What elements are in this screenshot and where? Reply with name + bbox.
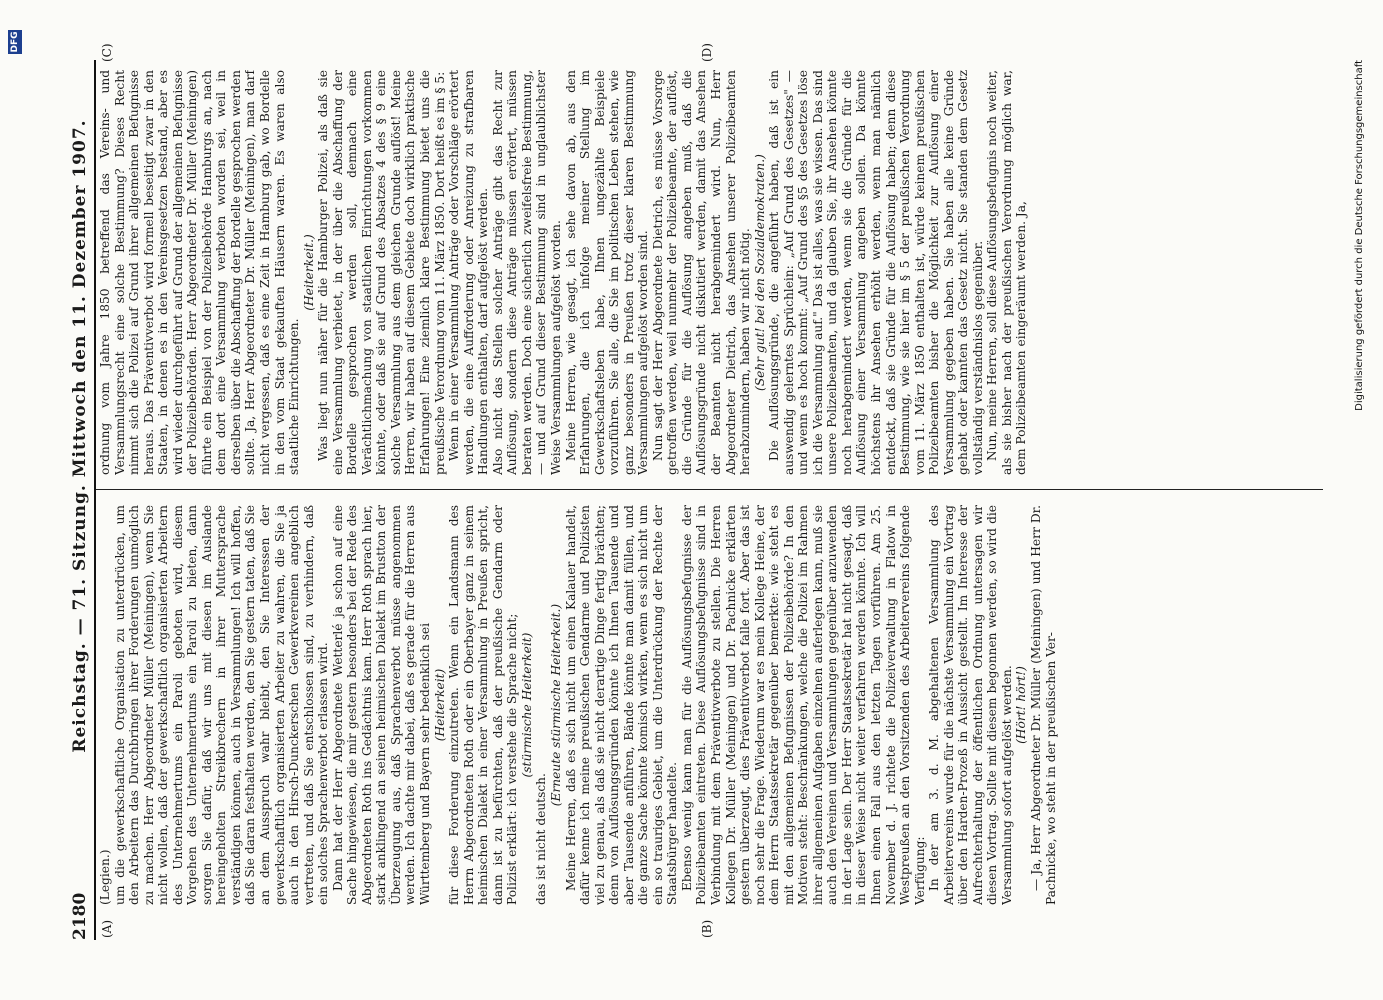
digitization-credit [1354,60,1365,940]
interjection: (Erneute stürmische Heiterkeit.) [548,603,563,807]
paragraph: Meine Herren, wie gesagt, ich sehe davon ab, aus den Erfahrungen, die ich infolge meiner Stellung im Gewerkschaftsleben habe, Ihnen ungezählte Beispiele vorzuführen. Sie alle, die Sie im politischen Leben stehen, wie ganz besonders in Preußen trotz dieser klaren Bestimmung Versammlungen aufgelöst worden sind. [563,70,651,475]
paragraph: ordnung vom Jahre 1850 betreffend das Vereins- und Versammlungsrecht eine solche Bestimmung? Dieses Recht nimmt sich die Polizei auf Grund ihrer allgemeinen Befugnisse heraus. Das Präventivverbot wird formell beseitigt zwar in den Staaten, in denen es in den Vereinsgesetzen bestand, aber es wird wieder durchgeführt auf Grund der allgemeinen Befugnisse der Polizeibehörden. Herr Abgeordneter Dr. Müller (Meiningen) führte ein Beispiel von der Polizeibehörde Hamburgs an, nach dem dort eine Versammlung verboten worden sei, weil in derselben über die Abschaffung der Bordelle gesprochen werden sollte. Ja, Herr Abgeordneter Dr. Müller (Meiningen), man darf nicht vergessen, daß es eine Zeit in Hamburg gab, wo Bordelle in den vom Staat gekauften Häusern waren. Es waren also staatliche Einrichtungen. [98,70,302,475]
paragraph: Meine Herren, daß es sich nicht um einen Kalauer handelt, dafür kenne ich meine preußischen Gendarme und Polizisten viel zu genau, als daß sie nicht derartige Dinge fertig brächten; denn von Auflösungsgründen könnte ich Ihnen Tausende und aber Tausende anführen, Bände könnte man damit füllen, und die ganze Sache könnte komisch wirken, wenn es sich nicht um ein so trauriges Gebiet, um die Unterdrückung der Rechte der Staatsbürger handelte. [563,505,680,905]
right-column [98,70,1323,475]
speaker-label: (Legien.) [98,849,112,905]
paragraph: Nun sagt der Herr Abgeordnete Dietrich, es müsse Vorsorge getroffen werden, weil nunmehr der Polizeibeamte, der auflöst, die Gründe für die Auflösung angeben muß, daß die Auflösungsgründe nicht diskutiert werden, damit das Ansehen der Beamten nicht herabgemindert wird. Nun, Herr Abgeordneter Dietrich, das Ansehen unserer Polizeibeamten herabzumindern, haben wir nicht nötig. [650,70,753,475]
page-header [50,60,96,940]
paragraph: Also nicht das Stellen solcher Anträge gibt das Recht zur Auflösung, sondern diese Anträge müssen erörtert, müssen beraten werden. Doch eine sicherlich zweifelsfreie Bestimmung, — und auf Grund dieser Bestimmung sind in unglaublichster Weise Versammlungen aufgelöst worden. [490,70,563,475]
margin-marker-a: (A) [100,919,114,938]
paragraph: — Ja, Herr Abgeordneter Dr. Müller (Meiningen) und Herr Dr. Pachnicke, wo steht in der preußischen Ver- [1029,505,1058,905]
interjection: (Sehr gut! bei den Sozialdemokraten.) [752,154,767,391]
interjection: (Heiterkeit.) [301,234,316,311]
credit-text: Digitalisierung gefördert durch die Deutsche Forschungsgemeinschaft [1354,60,1365,411]
paragraph: Dann hat der Herr Abgeordnete Wetterlé ja schon auf eine Sache hingewiesen, die mir gestern besonders bei der Rede des Abgeordneten Roth ins Gedächtnis kam. Herr Roth sprach hier, stark anklingend an seinen heimischen Dialekt im Brustton der Überzeugung aus, daß Sprachenverbot müsse angenommen werden. Ich dachte mir dabei, daß es gerade für die Herren aus Württemberg und Bayern sehr bedenklich sei [330,505,433,905]
margin-marker-b: (B) [700,919,714,938]
paragraph: das ist nicht deutsch. [534,773,549,905]
page-number: 2180 [70,892,90,940]
left-column [98,505,1323,905]
interjection: (Hört! hört!) [1014,666,1029,744]
margin-marker-d: (D) [700,43,714,62]
paragraph: Nun, meine Herren, soll diese Auflösungsbefugnis noch weiter, als sie bisher nach der preußischen Verordnung möglich war, dem Polizeibeamten eingeräumt werden. Ja, [985,70,1029,475]
paragraph: Ebenso wenig kann man für die Auflösungsbefugnisse der Polizeibeamten eintreten. Diese Auflösungsbefugnisse sind in Verbindung mit dem Präventivverbote zu stellen. Die Herren Kollegen Dr. Müller (Meiningen) und Dr. Pachnicke erklärten gestern überzeugt, dies Präventivverbot falle fort. Aber das ist noch sehr die Frage. Wiederum war es mein Kollege Heine, der dem Herrn Staatssekretär gegenüber bemerkte: wie steht es mit den allgemeinen Befugnissen der Polizeibehörde? In den Motiven steht: Beschränkungen, welche die Polizei im Rahmen ihrer allgemeinen Aufgaben einzelnen auferlegen kann, muß sie auch den Vereinen und Versammlungen gegenüber anzuwenden in der Lage sein. Der Herr Staatssekretär hat nicht gesagt, daß in dieser Weise nicht weiter verfahren werden könnte. Ich will Ihnen einen Fall aus den letzten Tagen vorführen. Am 25. November d. J. richtete die Polizeiverwaltung in Flatow in Westpreußen an den Vorsitzenden des Arbeitervereins folgende Verfügung: [679,505,927,905]
interjection: (stürmische Heiterkeit) [519,632,534,778]
paragraph: für diese Forderung einzutreten. Wenn ein Landsmann des Herrn Abgeordneten Roth oder ein Oberbayer ganz in seinem heimischen Dialekt in einer Versammlung in Preußen spricht, dann ist zu befürchten, daß der preußische Gendarm oder Polizist erklärt: ich verstehe die Sprache nicht; [447,505,520,905]
quotation: In der am 3. d. M. abgehaltenen Versammlung des Arbeitervereins wurde für die nächste Versammlung ein Vortrag über den Harden-Prozeß in Aussicht gestellt. Im Interesse der Aufrechterhaltung der öffentlichen Ordnung untersagen wir diesen Vortrag. Sollte mit diesem begonnen werden, so wird die Versammlung sofort aufgelöst werden. [927,505,1014,905]
margin-marker-c: (C) [100,43,114,62]
paragraph: Was liegt nun näher für die Hamburger Polizei, als daß sie eine Versammlung verbietet, in der über die Abschaffung der Bordelle gesprochen werden soll, demnach eine Verächtlichmachung von staatlichen Einrichtungen vorkommen könnte, oder daß sie auf Grund des Absatzes 4 des § 9 eine solche Versammlung aus dem gleichen Grunde auflöst! Meine Herren, wir haben auf diesem Gebiete doch wirklich praktische Erfahrungen! Eine ziemlich klare Bestimmung bietet uns die preußische Verordnung vom 11. März 1850. Dort heißt es im § 5: [316,70,447,475]
page-title: Reichstag. — 71. Sitzung. Mittwoch den 11. Dezember 1907. [70,119,90,753]
quotation: Wenn in einer Versammlung Anträge oder Vorschläge erörtert werden, die eine Aufforderung oder Anreizung zu strafbaren Handlungen enthalten, darf aufgelöst werden. [447,70,491,475]
interjection: (Heiterkeit) [432,668,447,742]
column-divider [96,489,1323,490]
paragraph: Die Auflösungsgründe, die angeführt haben, daß ist ein auswendig gelerntes Sprüchlein: „Auf Grund des Gesetzes" — und wenn es hoch kommt: „Auf Grund des §5 des Gesetzes löse ich die Versammlung auf." Das ist alles, was sie wissen. Das sind unsere Polizeibeamten, und da glauben Sie, ihr Ansehen könnte noch herabgemindert werden, wenn sie die Gründe für die Auflösung einer Versammlung angeben sollen. Da könnte höchstens ihr Ansehen erhöht werden, wenn man nämlich entdeckt, daß sie Gründe für die Auflösung haben; denn diese Bestimmung, wie sie hier im § 5 der preußischen Verordnung vom 11. März 1850 enthalten ist, würde keinem preußischen Polizeibeamten bisher die Möglichkeit zur Auflösung einer Versammlung gegeben haben. Sie haben alle keine Gründe gehabt oder kannten das Gesetz nicht. Sie standen dem Gesetz vollständig verständnislos gegenüber. [767,70,985,475]
dfg-logo: DFG [10,31,20,53]
paragraph: um die gewerkschaftliche Organisation zu unterdrücken, um den Arbeitern das Durchbringen ihrer Forderungen unmöglich zu machen. Herr Abgeordneter Müller (Meiningen), wenn Sie nicht wollen, daß der gewerkschaftlich organisierten Arbeitern des Unternehmertums ein Paroli geboten wird, diesem Vorgehen des Unternehmertums ein Paroli zu bieten, dann sorgen Sie dafür, daß wir uns mit diesen im Auslande hereingeholten Streikbrechern in ihrer Muttersprache verständigen können, auch in Versammlungen! Ich will hoffen, daß Sie daran festhalten werden, den Sie gestern taten, daß Sie an dem Ausspruch wahr bleibt, den Sie Interessen der gewerkschaftlich organisierten Arbeiter zu wahren, die Sie ja auch in den Hirsch-Dunckerschen Gewerkvereinen angeblich vertreten, und daß Sie entschlossen sind, zu verhindern, daß ein solches Sprachenverbot erlassen wird. [112,505,331,905]
